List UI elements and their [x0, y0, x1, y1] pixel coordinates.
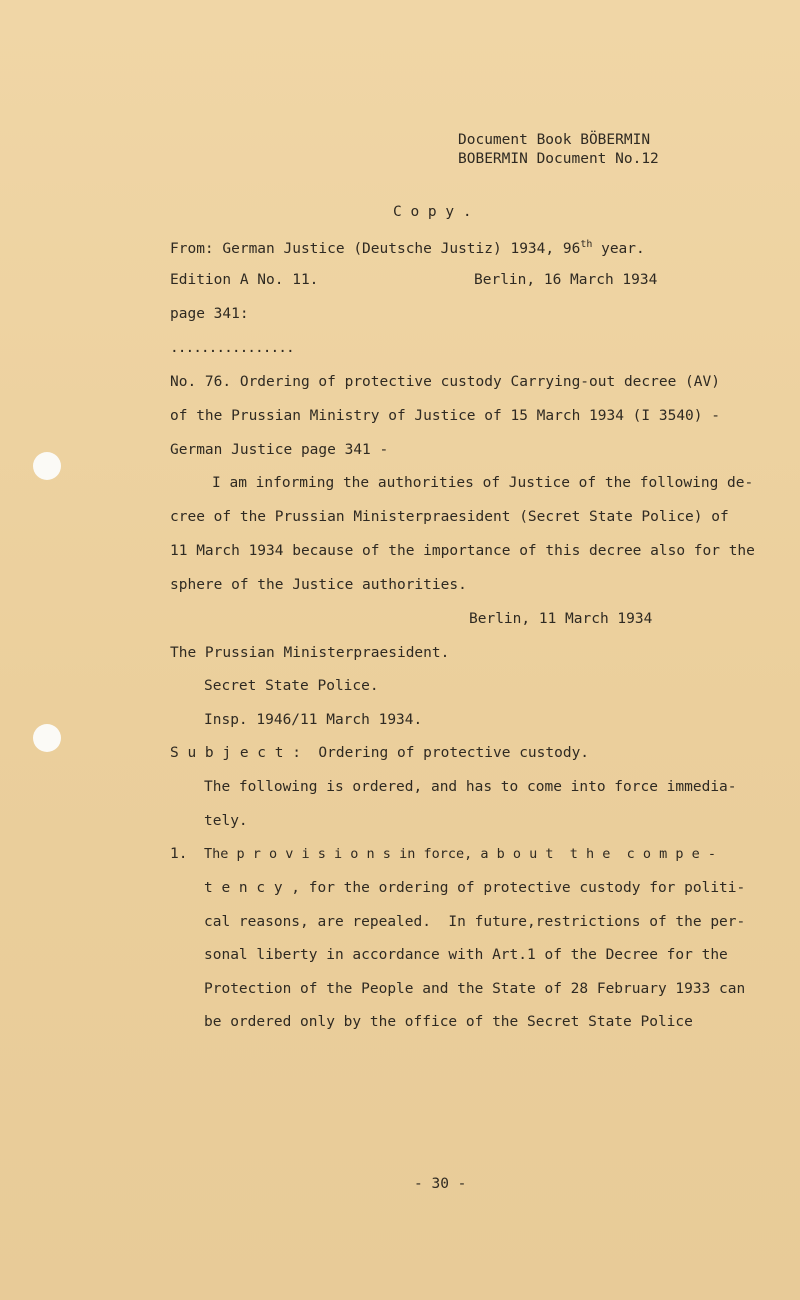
page-number: - 30 - — [414, 1176, 467, 1192]
sender-line: Insp. 1946/11 March 1934. — [204, 712, 423, 728]
copy-label: C o p y . — [393, 204, 472, 220]
decree-date: Berlin, 11 March 1934 — [469, 611, 653, 627]
page-reference: page 341: — [170, 306, 249, 322]
item-line: sonal liberty in accordance with Art.1 of the Decree for the — [204, 947, 728, 963]
item-line: be ordered only by the office of the Secret State Police — [204, 1014, 693, 1030]
body-line: The following is ordered, and has to come into force immedia- — [204, 779, 737, 795]
body-line: No. 76. Ordering of protective custody Carrying-out decree (AV) — [170, 374, 720, 390]
body-line: 11 March 1934 because of the importance of this decree also for the — [170, 543, 755, 559]
body-line: tely. — [204, 813, 248, 829]
punch-hole — [33, 724, 61, 752]
body-line: sphere of the Justice authorities. — [170, 577, 467, 593]
subject-line: S u b j e c t : Ordering of protective custody. — [170, 745, 590, 761]
edition: Edition A No. 11. — [170, 272, 319, 288]
edition-place-date: Berlin, 16 March 1934 — [474, 272, 658, 288]
item-line: t e n c y , for the ordering of protective custody for politi- — [204, 880, 746, 896]
body-line: I am informing the authorities of Justice of the following de- — [212, 475, 754, 491]
header-document-book: Document Book BÖBERMIN — [458, 132, 651, 148]
source-year-suffix: year. — [592, 240, 645, 257]
source-from-superscript: th — [580, 239, 593, 250]
item-line: Protection of the People and the State of 28 February 1933 can — [204, 981, 746, 997]
body-line: German Justice page 341 - — [170, 442, 389, 458]
dotted-separator: ................ — [170, 340, 294, 356]
source-from: From: German Justice (Deutsche Justiz) 1934, 96 — [170, 240, 581, 257]
body-line: of the Prussian Ministry of Justice of 15 March 1934 (I 3540) - — [170, 408, 720, 424]
item-line: The p r o v i s i o n s in force, a b o u t t h e c o m p e - — [204, 846, 717, 862]
body-line: cree of the Prussian Ministerpraesident (Secret State Police) of — [170, 509, 729, 525]
source-line — [170, 236, 645, 258]
punch-hole — [33, 452, 61, 480]
item-line: cal reasons, are repealed. In future,restrictions of the per- — [204, 914, 746, 930]
item-number: 1. — [170, 846, 188, 862]
header-document-number: BOBERMIN Document No.12 — [458, 151, 659, 167]
sender-line: The Prussian Ministerpraesident. — [170, 645, 450, 661]
sender-line: Secret State Police. — [204, 678, 379, 694]
